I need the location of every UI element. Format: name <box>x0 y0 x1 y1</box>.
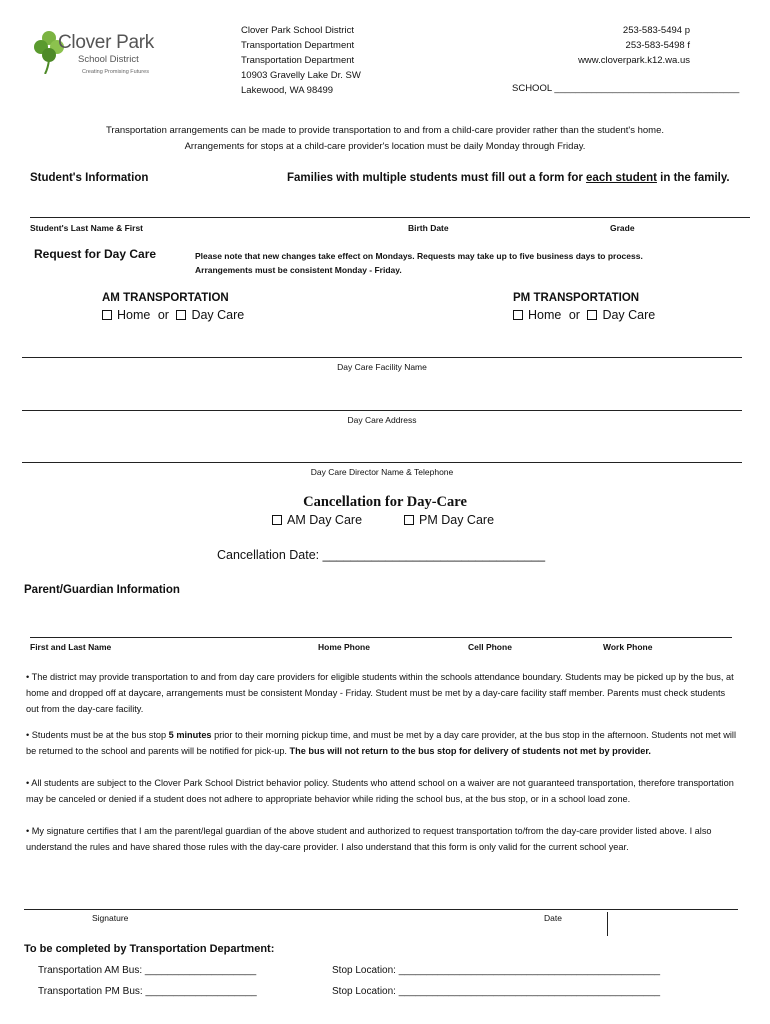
cancel-am-label: AM Day Care <box>287 513 363 527</box>
facility-name-line[interactable] <box>22 357 742 358</box>
am-daycare-checkbox[interactable] <box>176 310 186 320</box>
rule-certification: • My signature certifies that I am the parent/legal guardian of the above student and authorized to request transportation to/from the day-care provider listed above. I also understand the rules and have shared those rules with the day-care provider. I also understand that this form is only valid for the current school year. <box>26 826 712 852</box>
website-link[interactable]: www.cloverpark.k12.wa.us <box>578 55 690 66</box>
fax-number: 253-583-5498 f <box>625 40 690 51</box>
daycare-address-line[interactable] <box>22 410 742 411</box>
address-line: 10903 Gravelly Lake Dr. SW <box>241 70 361 81</box>
pm-daycare-label: Day Care <box>602 308 656 322</box>
pm-stop-location-field[interactable]: Stop Location: _______________________________________________ <box>332 986 661 997</box>
am-bus-field[interactable]: Transportation AM Bus: ____________________ <box>38 965 257 976</box>
pm-or: or <box>568 308 580 322</box>
parent-heading: Parent/Guardian Information <box>24 584 180 596</box>
signature-divider <box>607 912 608 936</box>
director-line[interactable] <box>22 462 742 463</box>
grade-label: Grade <box>610 223 635 233</box>
address-line: Clover Park School District <box>241 25 354 36</box>
phone-number: 253-583-5494 p <box>622 25 690 36</box>
pm-bus-field[interactable]: Transportation PM Bus: ____________________ <box>38 986 257 997</box>
address-line: Transportation Department <box>241 55 355 66</box>
rule-five-minutes: 5 minutes <box>168 730 212 740</box>
signature-label: Signature <box>92 913 129 923</box>
logo-tagline: Creating Promising Futures <box>82 69 149 75</box>
intro-line: Arrangements for stops at a child-care provider's location must be daily Monday through Friday. <box>184 141 586 152</box>
student-name-label: Student's Last Name & First <box>30 223 144 233</box>
am-home-checkbox[interactable] <box>102 310 112 320</box>
daycare-address-label: Day Care Address <box>347 415 417 425</box>
contact-block <box>578 23 690 68</box>
director-label: Day Care Director Name & Telephone <box>310 467 454 477</box>
cancel-pm-option <box>404 513 494 527</box>
intro-text <box>0 123 770 155</box>
logo-name-top: Clover Park <box>58 32 154 53</box>
am-or: or <box>157 308 169 322</box>
office-use-heading: To be completed by Transportation Department: <box>24 943 275 955</box>
pm-options <box>513 308 655 322</box>
student-line[interactable] <box>30 217 750 218</box>
cancellation-date-field[interactable]: Cancellation Date: ________________________________ <box>217 548 546 562</box>
am-home-label: Home <box>117 308 151 322</box>
parent-line[interactable] <box>30 637 732 638</box>
home-phone-label: Home Phone <box>318 642 370 652</box>
rule-text: prior to their morning pickup time, and must be met by a day care provider, at the bus stop in the afternoon. Students not met will be returned to the school and parents will be notified for pick-up. <box>26 730 737 756</box>
parent-name-label: First and Last Name <box>30 642 112 652</box>
address-line: Lakewood, WA 98499 <box>241 85 334 96</box>
pm-home-label: Home <box>528 308 562 322</box>
am-options <box>102 308 244 322</box>
facility-name-label: Day Care Facility Name <box>337 362 427 372</box>
note-text: Families with multiple students must fill out a form for <box>287 172 587 184</box>
work-phone-label: Work Phone <box>603 642 653 652</box>
rule-text: • Students must be at the bus stop <box>26 730 169 740</box>
am-transportation-title: AM TRANSPORTATION <box>102 292 229 304</box>
date-label: Date <box>544 913 562 923</box>
notice-line: Please note that new changes take effect on Mondays. Requests may take up to five business days to process. <box>195 251 643 261</box>
note-text-end: in the family. <box>656 172 730 184</box>
rule-bus-stop <box>26 727 738 759</box>
district-logo <box>34 28 174 80</box>
intro-line: Transportation arrangements can be made to provide transportation to and from a child-care provider rather than the student's home. <box>105 125 665 136</box>
school-field[interactable]: SCHOOL ___________________________________ <box>512 83 740 94</box>
cancellation-title: Cancellation for Day-Care <box>303 494 467 510</box>
request-notice <box>195 249 643 277</box>
logo-name-bottom: School District <box>78 54 139 65</box>
rule-behavior: • All students are subject to the Clover Park School District behavior policy. Students who attend school on a waiver are not guaranteed transportation, therefore transportation may be canceled or denied if a student does not adhere to appropriate behavior while riding the school bus, at the bus stop, or in a school load zone. <box>26 778 734 804</box>
student-info-heading: Student's Information <box>30 172 149 184</box>
rule-bus-warning: The bus will not return to the bus stop for delivery of students not met by provider. <box>289 746 651 756</box>
cancel-am-option <box>272 513 362 527</box>
request-heading: Request for Day Care <box>34 247 157 261</box>
cancel-am-checkbox[interactable] <box>272 515 282 525</box>
signature-line[interactable] <box>24 909 738 910</box>
rule-eligibility: • The district may provide transportation to and from day care providers for eligible students within the schools attendance boundary. Students may be picked up by the bus, at home and dropped off at daycare, arrangements must be consistent Monday - Friday. Student must be met by a day-care facility staff member. Parents must check students out from the day-care facility. <box>26 672 734 714</box>
am-daycare-label: Day Care <box>191 308 245 322</box>
cancel-pm-checkbox[interactable] <box>404 515 414 525</box>
birth-date-label: Birth Date <box>408 223 449 233</box>
pm-transportation-title: PM TRANSPORTATION <box>513 292 640 304</box>
am-stop-location-field[interactable]: Stop Location: _______________________________________________ <box>332 965 661 976</box>
multiple-students-note <box>287 172 730 184</box>
district-address <box>241 23 361 98</box>
note-underlined: each student <box>586 172 657 184</box>
pm-home-checkbox[interactable] <box>513 310 523 320</box>
cell-phone-label: Cell Phone <box>468 642 512 652</box>
cancel-pm-label: PM Day Care <box>419 513 495 527</box>
address-line: Transportation Department <box>241 40 355 51</box>
pm-daycare-checkbox[interactable] <box>587 310 597 320</box>
notice-line: Arrangements must be consistent Monday - Friday. <box>195 265 402 275</box>
